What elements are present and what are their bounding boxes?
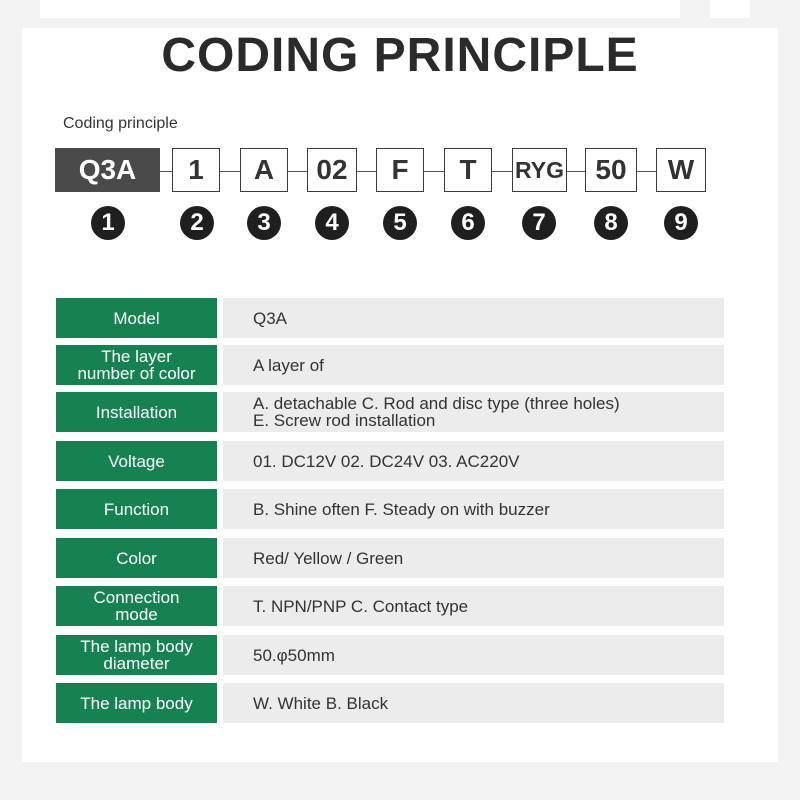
table-row (56, 441, 724, 481)
table-row (56, 635, 724, 675)
number-badge-2: 2 (180, 206, 214, 240)
number-badge-7: 7 (522, 206, 556, 240)
row-label-function: Function (56, 489, 217, 529)
code-segment-voltage: 02 (307, 148, 357, 192)
page-title: CODING PRINCIPLE (161, 29, 639, 82)
row-value-model: Q3A (223, 298, 724, 338)
row-value-color: Red/ Yellow / Green (223, 538, 724, 578)
number-badge-5: 5 (383, 206, 417, 240)
code-segment-connection: T (444, 148, 492, 192)
number-badge-4: 4 (315, 206, 349, 240)
number-badge-1: 1 (91, 206, 125, 240)
number-badge-8: 8 (594, 206, 628, 240)
code-segment-layers: 1 (172, 148, 220, 192)
table-row (56, 683, 724, 723)
row-label-layer-count: The layer number of color (56, 345, 217, 385)
code-segment-function: F (376, 148, 424, 192)
coding-caption: Coding principle (63, 115, 178, 132)
top-tab-right (710, 0, 750, 18)
code-segment-diameter: 50 (585, 148, 637, 192)
row-value-layer-count: A layer of (223, 345, 724, 385)
row-label-model: Model (56, 298, 217, 338)
row-value-body-color: W. White B. Black (223, 683, 724, 723)
row-label-diameter: The lamp body diameter (56, 635, 217, 675)
table-row (56, 392, 724, 432)
table-row (56, 586, 724, 626)
number-badge-9: 9 (664, 206, 698, 240)
table-row (56, 489, 724, 529)
row-value-voltage: 01. DC12V 02. DC24V 03. AC220V (223, 441, 724, 481)
row-value-connection-mode: T. NPN/PNP C. Contact type (223, 586, 724, 626)
row-label-voltage: Voltage (56, 441, 217, 481)
table-row (56, 298, 724, 338)
row-value-function: B. Shine often F. Steady on with buzzer (223, 489, 724, 529)
row-label-color: Color (56, 538, 217, 578)
number-badge-3: 3 (247, 206, 281, 240)
code-segment-body-color: W (656, 148, 706, 192)
row-value-diameter: 50.φ50mm (223, 635, 724, 675)
table-row (56, 538, 724, 578)
code-segment-installation: A (240, 148, 288, 192)
row-label-body-color: The lamp body (56, 683, 217, 723)
code-segment-color: RYG (512, 148, 567, 192)
row-label-installation: Installation (56, 392, 217, 432)
table-row (56, 345, 724, 385)
code-segment-model: Q3A (55, 148, 160, 192)
number-badge-6: 6 (451, 206, 485, 240)
top-tab-left (40, 0, 680, 18)
row-label-connection-mode: Connection mode (56, 586, 217, 626)
row-value-installation: A. detachable C. Rod and disc type (three holes) E. Screw rod installation (223, 392, 724, 432)
